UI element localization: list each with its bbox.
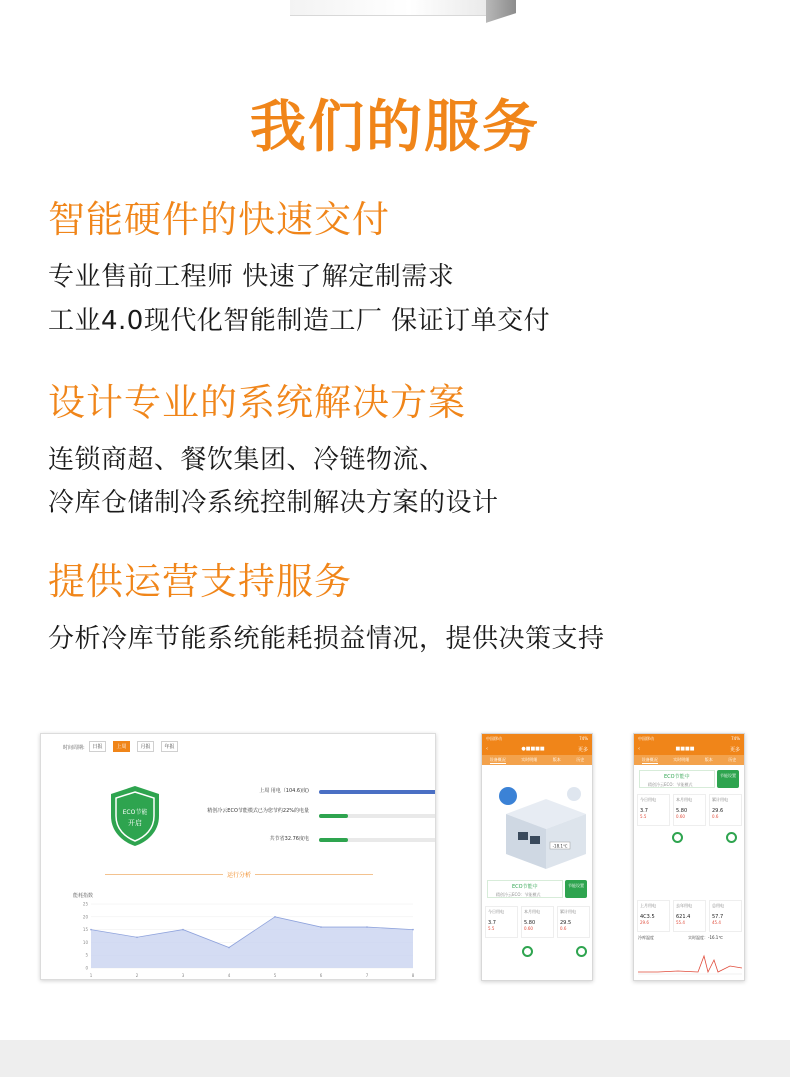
stat-cell [673, 794, 706, 826]
section-line: 分析冷库节能系统能耗损益情况，提供决策支持 [48, 624, 605, 654]
phone-screenshot-1 [481, 733, 593, 981]
phone-status-bar [634, 734, 744, 744]
phone-app-bar [634, 744, 744, 755]
stat-sub: 0.6 [560, 926, 567, 931]
dashboard-screenshot [40, 733, 436, 980]
tab-version[interactable]: 版本 [704, 757, 713, 762]
stat-sub: 55.4 [676, 920, 685, 925]
data-point [136, 936, 138, 938]
stat-label: 累计用电 [712, 797, 728, 802]
stat-value: 5.80 [524, 920, 536, 926]
stat-value: 5.80 [676, 808, 688, 814]
tab-version[interactable]: 版本 [552, 757, 561, 762]
stat-value: 29.6 [712, 808, 724, 814]
tab-history[interactable]: 历史 [576, 757, 585, 762]
chart-label: 能耗指数 [73, 893, 94, 899]
page-title: 我们的服务 [250, 95, 540, 160]
stat-cell [485, 906, 518, 938]
stat-value: 29.5 [560, 920, 572, 926]
stat-cell [521, 906, 554, 938]
box-side [486, 0, 516, 23]
stat-label: 本月用电 [676, 797, 692, 802]
stat-cell [673, 900, 706, 932]
section-line: 工业4.0现代化智能制造工厂 保证订单交付 [48, 306, 551, 336]
x-tick-label: 4 [227, 973, 231, 978]
eco-subtitle: 精创冷云ECO：节能模式 [648, 782, 693, 787]
x-tick-label: 1 [89, 973, 93, 978]
data-point [274, 916, 276, 918]
data-point [412, 929, 414, 931]
eco-subtitle: 精创冷云ECO：节能模式 [496, 892, 541, 897]
stat-sub: 45.4 [712, 920, 721, 925]
stat-value: 4C3.5 [640, 914, 655, 920]
stat-label: 今日用电 [488, 909, 504, 914]
stat-value: 57.7 [712, 914, 724, 920]
progress-ring-icon [576, 946, 587, 957]
status-battery: 74% [731, 736, 740, 741]
section-title-operation: 提供运营支持服务 [48, 560, 352, 603]
status-carrier: 中国移动 [638, 736, 654, 741]
filter-label: 时间周期: [63, 745, 85, 751]
energy-settings-button[interactable]: 节能设置 [717, 770, 739, 788]
more-link[interactable]: 更多 [729, 747, 740, 753]
tab-overview[interactable]: 设备概况 [641, 756, 658, 762]
saving-track [319, 814, 436, 818]
y-tick-label: 5 [85, 952, 88, 958]
temp-label: 冷库温度 [638, 935, 654, 940]
x-tick-label: 8 [411, 973, 415, 978]
temp-tag: -18.1℃ [552, 843, 568, 849]
saved-row-label: 共节省32.76度电 [269, 836, 309, 842]
phone-status-bar [482, 734, 592, 744]
shield-icon [107, 784, 163, 848]
shield-text: ECO节能 [122, 809, 148, 816]
progress-ring-icon [672, 832, 683, 843]
stat-sub: 5.5 [640, 814, 647, 819]
status-carrier: 中国移动 [486, 736, 502, 741]
stat-sub: 29.6 [640, 920, 649, 925]
box-face [290, 0, 490, 16]
stat-value: 3.7 [488, 920, 496, 926]
stat-label: 总用电 [712, 903, 724, 908]
stat-sub: 0.60 [524, 926, 533, 931]
tab-detail[interactable]: 实时明细 [521, 757, 538, 762]
tab-history[interactable]: 历史 [728, 757, 737, 762]
eco-status-card [487, 880, 563, 898]
data-point [228, 947, 230, 949]
section-line: 冷库仓储制冷系统控制解决方案的设计 [48, 488, 499, 518]
footer-band [0, 1040, 790, 1077]
y-tick-label: 20 [82, 914, 88, 920]
filter-tab-week[interactable]: 上周 [113, 741, 130, 752]
cold-room-illustration [486, 774, 590, 874]
data-point [90, 929, 92, 931]
stat-label: 本月用电 [524, 909, 540, 914]
eco-title: ECO节能中 [664, 774, 690, 780]
progress-ring-icon [522, 946, 533, 957]
y-tick-label: 15 [82, 927, 88, 933]
section-title-solution: 设计专业的系统解决方案 [48, 381, 466, 424]
x-tick-label: 7 [365, 973, 369, 978]
stat-label: 累计用电 [560, 909, 576, 914]
y-tick-label: 25 [82, 901, 88, 907]
stat-cell [709, 900, 742, 932]
stat-label: 今日用电 [640, 797, 656, 802]
temp-value: 实时温度：-16.1℃ [688, 935, 723, 940]
progress-ring-icon [726, 832, 737, 843]
usage-row-label: 上周 用电（104.6)度) [259, 788, 309, 794]
x-tick-label: 3 [181, 973, 185, 978]
area-series [91, 917, 413, 968]
x-tick-label: 6 [319, 973, 323, 978]
phone-tabs [634, 755, 744, 765]
eco-title: ECO节能中 [512, 884, 538, 890]
analysis-heading: 运行分析 [226, 872, 251, 879]
x-tick-label: 2 [135, 973, 139, 978]
usage-track [319, 790, 436, 794]
y-tick-label: 10 [82, 939, 88, 945]
filter-tab-daily[interactable]: 日报 [89, 741, 106, 752]
filter-tab-year[interactable]: 年报 [161, 741, 178, 752]
phone-app-bar [482, 744, 592, 755]
stat-sub: 0.6 [712, 814, 719, 819]
section-line: 连锁商超、餐饮集团、冷链物流、 [48, 445, 446, 475]
back-icon[interactable]: ‹ [638, 746, 640, 752]
eco-status-card [639, 770, 715, 788]
tab-overview[interactable]: 设备概况 [489, 756, 506, 762]
energy-area-chart [69, 900, 419, 980]
section-line: 专业售前工程师 快速了解定制需求 [48, 262, 455, 292]
tab-detail[interactable]: 实时明细 [673, 757, 690, 762]
app-title: ●■■■■ [521, 746, 545, 752]
y-tick-label: 0 [85, 965, 88, 971]
back-icon[interactable]: ‹ [486, 746, 488, 752]
stat-cell [637, 900, 670, 932]
stat-cell [637, 794, 670, 826]
stat-sub: 0.60 [676, 814, 685, 819]
x-tick-label: 5 [273, 973, 277, 978]
phone-screenshot-2 [633, 733, 745, 981]
stat-value: 621.4 [676, 914, 691, 920]
data-point [182, 929, 184, 931]
stat-label: 去年用电 [676, 903, 692, 908]
saving-fill [319, 814, 348, 818]
phone-tabs [482, 755, 592, 765]
stat-cell [557, 906, 590, 938]
section-title-delivery: 智能硬件的快速交付 [48, 198, 390, 241]
product-box-image [290, 0, 520, 20]
app-title: ■■■■ [675, 746, 695, 752]
stat-value: 3.7 [640, 808, 648, 814]
filter-tab-month[interactable]: 月报 [137, 741, 154, 752]
more-link[interactable]: 更多 [577, 747, 588, 753]
stat-cell [709, 794, 742, 826]
stat-label: 上月用电 [640, 903, 656, 908]
temp-line-chart [638, 946, 742, 978]
stat-sub: 5.5 [488, 926, 495, 931]
saved-track [319, 838, 436, 842]
data-point [320, 926, 322, 928]
saving-row-label: 精创冷云ECO节能模式已为您节约22%的电量 [207, 808, 309, 814]
energy-settings-button[interactable]: 节能设置 [565, 880, 587, 898]
usage-fill [319, 790, 436, 794]
data-point [366, 926, 368, 928]
saved-fill [319, 838, 348, 842]
shield-status: 开启 [128, 819, 142, 827]
status-battery: 74% [579, 736, 588, 741]
